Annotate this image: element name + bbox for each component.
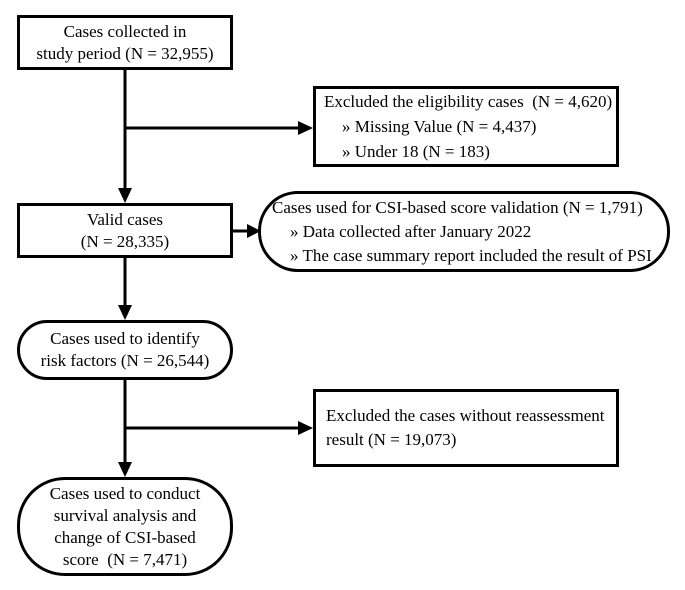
node-text-line: Cases collected in <box>63 21 187 41</box>
arrow-valid-to-csi-validation <box>233 224 261 238</box>
node-survival-analysis <box>17 477 233 576</box>
arrow-head <box>298 121 313 135</box>
node-excluded-reassessment <box>313 389 619 467</box>
arrow-head <box>298 421 313 435</box>
arrow-risk-factors-to-excluded-reassessment <box>125 421 313 435</box>
node-text-line: Cases used for CSI-based score validation (N = 1,791) <box>272 197 643 217</box>
node-text-line: Cases used to identify <box>50 329 200 348</box>
node-bullet-line: » Data collected after January 2022 <box>290 221 532 241</box>
node-text-line: Excluded the eligibility cases (N = 4,620) <box>324 92 613 111</box>
arrow-collected-to-valid <box>118 70 132 203</box>
arrow-valid-to-risk-factors <box>118 258 132 320</box>
arrow-head <box>118 305 132 320</box>
arrow-head <box>118 188 132 203</box>
node-cases-collected <box>17 15 233 70</box>
node-text-line: Excluded the cases without reassessment <box>326 406 605 425</box>
arrow-head <box>118 462 132 477</box>
node-text-line: survival analysis and <box>53 505 197 525</box>
node-text-line: Valid cases <box>86 209 163 229</box>
arrow-collected-to-excluded-eligibility <box>125 121 313 135</box>
node-bullet-line: » The case summary report included the result of PSI <box>290 245 652 265</box>
node-bullet-line: » Missing Value (N = 4,437) <box>342 117 537 136</box>
node-excluded-eligibility <box>313 86 619 167</box>
node-text-line: result (N = 19,073) <box>326 430 457 449</box>
node-text-line: (N = 28,335) <box>80 231 170 251</box>
node-text-line: change of CSI-based <box>54 527 196 547</box>
node-text-line: risk factors (N = 26,544) <box>40 351 210 370</box>
node-risk-factors <box>17 320 233 380</box>
node-text-line: Cases used to conduct <box>49 483 201 503</box>
node-valid-cases <box>17 203 233 258</box>
node-csi-score-validation <box>258 191 670 272</box>
node-text-line: score (N = 7,471) <box>62 549 188 569</box>
node-bullet-line: » Under 18 (N = 183) <box>342 142 490 161</box>
node-text-line: study period (N = 32,955) <box>36 43 214 63</box>
